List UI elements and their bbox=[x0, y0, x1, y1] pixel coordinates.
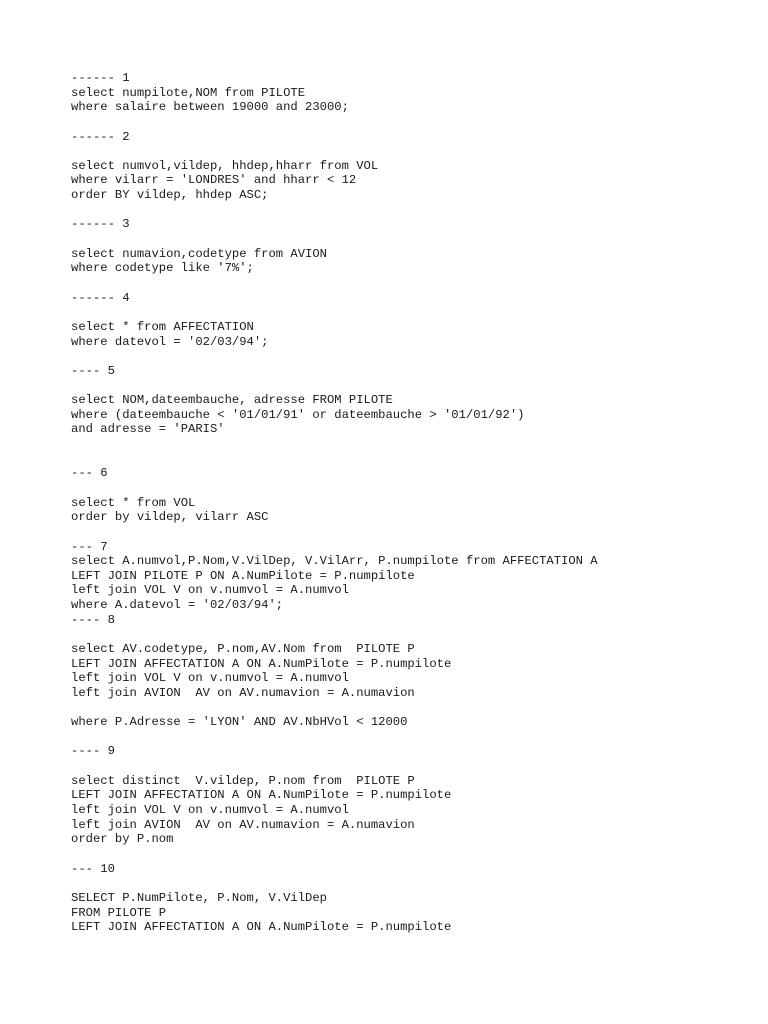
code-line: ------ 4 bbox=[71, 290, 130, 305]
code-line bbox=[71, 876, 751, 891]
code-line bbox=[71, 452, 751, 467]
code-line: where vilarr = 'LONDRES' and hharr < 12 bbox=[71, 173, 357, 188]
code-line bbox=[71, 276, 751, 291]
code-line: where P.Adresse = 'LYON' AND AV.NbHVol < 12000 bbox=[71, 715, 408, 730]
code-line bbox=[71, 627, 751, 642]
code-line: LEFT JOIN AFFECTATION A ON A.NumPilote = P.numpilote bbox=[71, 656, 452, 671]
code-line: LEFT JOIN AFFECTATION A ON A.NumPilote = P.numpilote bbox=[71, 920, 452, 935]
code-line: left join VOL V on v.numvol = A.numvol bbox=[71, 583, 349, 598]
sql-code-block bbox=[71, 71, 751, 935]
code-line: order BY vildep, hhdep ASC; bbox=[71, 188, 269, 203]
code-line bbox=[71, 437, 751, 452]
code-line: where (dateembauche < '01/01/91' or dateembauche > '01/01/92') bbox=[71, 407, 525, 422]
code-line bbox=[71, 378, 751, 393]
code-line: and adresse = 'PARIS' bbox=[71, 422, 225, 437]
code-line: SELECT P.NumPilote, P.Nom, V.VilDep bbox=[71, 890, 327, 905]
code-line: ---- 5 bbox=[71, 363, 115, 378]
code-line: left join VOL V on v.numvol = A.numvol bbox=[71, 803, 349, 818]
code-line bbox=[71, 730, 751, 745]
code-line bbox=[71, 847, 751, 862]
code-line: LEFT JOIN PILOTE P ON A.NumPilote = P.numpilote bbox=[71, 568, 415, 583]
code-line: where A.datevol = '02/03/94'; bbox=[71, 598, 284, 613]
code-line: where datevol = '02/03/94'; bbox=[71, 334, 269, 349]
code-line: ------ 1 bbox=[71, 71, 130, 85]
code-line: select AV.codetype, P.nom,AV.Nom from PILOTE P bbox=[71, 641, 415, 656]
code-line bbox=[71, 701, 751, 716]
code-line bbox=[71, 144, 751, 159]
code-line: select distinct V.vildep, P.nom from PILOTE P bbox=[71, 773, 415, 788]
code-line bbox=[71, 115, 751, 130]
code-line bbox=[71, 525, 751, 540]
code-line: select numvol,vildep, hhdep,hharr from VOL bbox=[71, 158, 379, 173]
code-line bbox=[71, 349, 751, 364]
code-line: select NOM,dateembauche, adresse FROM PILOTE bbox=[71, 393, 393, 408]
code-line: FROM PILOTE P bbox=[71, 905, 167, 920]
code-line: order by P.nom bbox=[71, 832, 174, 847]
code-line: --- 10 bbox=[71, 861, 115, 876]
code-line: select * from VOL bbox=[71, 495, 196, 510]
code-line: where salaire between 19000 and 23000; bbox=[71, 100, 349, 115]
code-line: --- 7 bbox=[71, 539, 108, 554]
code-line: order by vildep, vilarr ASC bbox=[71, 510, 269, 525]
code-line: left join AVION AV on AV.numavion = A.numavion bbox=[71, 685, 415, 700]
code-line: left join AVION AV on AV.numavion = A.numavion bbox=[71, 817, 415, 832]
code-line: where codetype like '7%'; bbox=[71, 261, 254, 276]
code-line bbox=[71, 232, 751, 247]
code-line bbox=[71, 203, 751, 218]
code-line: ------ 3 bbox=[71, 217, 130, 232]
code-line: select numavion,codetype from AVION bbox=[71, 246, 327, 261]
code-line: LEFT JOIN AFFECTATION A ON A.NumPilote = P.numpilote bbox=[71, 788, 452, 803]
code-line: left join VOL V on v.numvol = A.numvol bbox=[71, 671, 349, 686]
code-line: ---- 8 bbox=[71, 612, 115, 627]
code-line: --- 6 bbox=[71, 466, 108, 481]
code-line bbox=[71, 759, 751, 774]
code-line: select * from AFFECTATION bbox=[71, 319, 254, 334]
code-line bbox=[71, 481, 751, 496]
code-line bbox=[71, 305, 751, 320]
code-line: select numpilote,NOM from PILOTE bbox=[71, 85, 306, 100]
code-line: ---- 9 bbox=[71, 744, 115, 759]
code-line: select A.numvol,P.Nom,V.VilDep, V.VilArr, P.numpilote from AFFECTATION A bbox=[71, 554, 598, 569]
code-line: ------ 2 bbox=[71, 129, 130, 144]
